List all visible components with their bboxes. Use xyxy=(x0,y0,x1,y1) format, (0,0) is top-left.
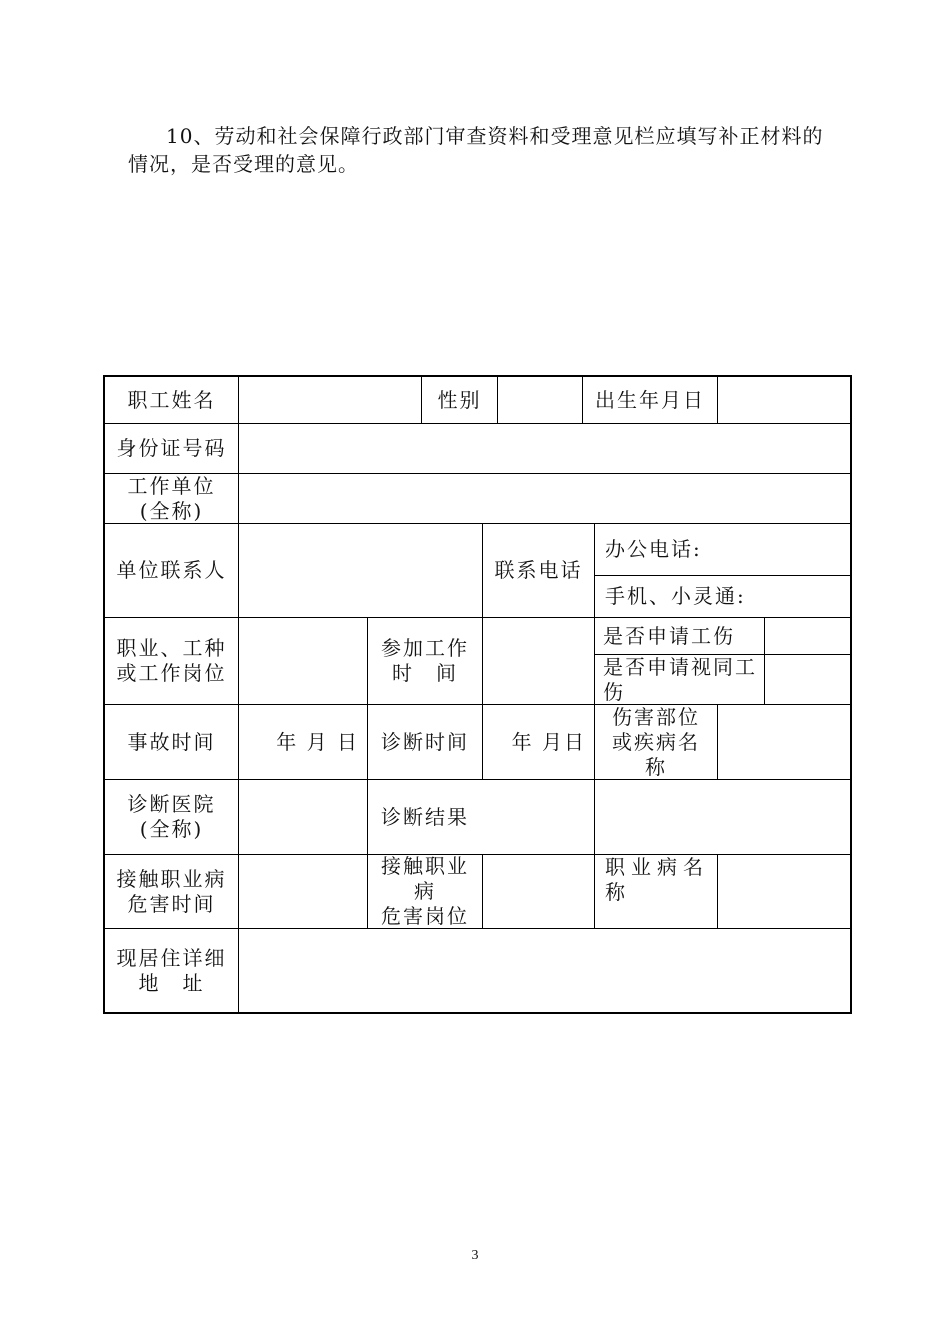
injury-application-form xyxy=(103,375,852,1014)
injury-site-line2: 或疾病名 xyxy=(612,729,700,754)
injury-site-line1: 伤害部位 xyxy=(612,704,700,729)
start-work-label-line1: 参加工作 xyxy=(381,636,469,660)
accident-date-field[interactable]: 年 月 日 xyxy=(276,729,359,754)
employer-label-line2: (全称) xyxy=(139,498,204,523)
diagnosis-result-label: 诊断结果 xyxy=(381,804,469,829)
gender-label: 性别 xyxy=(437,387,482,412)
id-number-field[interactable] xyxy=(239,424,850,473)
employee-name-field[interactable] xyxy=(239,377,421,423)
apply-deemed-injury-label xyxy=(595,655,764,704)
occupation-label-line1: 职业、工种 xyxy=(116,636,227,660)
disease-name-field[interactable] xyxy=(718,855,850,928)
contact-person-field[interactable] xyxy=(239,524,482,617)
birth-date-field[interactable] xyxy=(718,377,850,423)
exposure-post-field[interactable] xyxy=(483,855,594,928)
disease-name-line1: 职业病名 xyxy=(605,855,709,879)
injury-site-field[interactable] xyxy=(718,705,850,779)
birth-date-label: 出生年月日 xyxy=(595,387,705,412)
address-label-line2: 地 址 xyxy=(138,970,205,995)
apply-injury-label: 是否申请工伤 xyxy=(603,623,735,648)
exposure-time-field[interactable] xyxy=(239,855,367,928)
injury-site-label xyxy=(595,705,717,779)
diagnosis-date-field[interactable]: 年 月日 xyxy=(511,729,586,754)
employee-name-label: 职工姓名 xyxy=(127,387,216,412)
page-number: 3 xyxy=(471,1248,479,1263)
exposure-post-line1: 接触职业 xyxy=(381,854,469,878)
hospital-label-line1: 诊断医院 xyxy=(127,792,216,816)
accident-time-label: 事故时间 xyxy=(127,729,216,754)
instruction-text: 10、劳动和社会保障行政部门审查资料和受理意见栏应填写补正材料的情况，是否受理的意见。 xyxy=(128,124,824,176)
hospital-label xyxy=(105,780,238,854)
diagnosis-result-field[interactable] xyxy=(483,780,850,854)
employer-label xyxy=(105,474,238,523)
injury-site-line3: 称 xyxy=(645,754,667,779)
instruction-item-10 xyxy=(128,122,840,178)
occupation-label xyxy=(105,618,238,704)
address-label xyxy=(105,929,238,1012)
exposure-post-label xyxy=(368,855,482,928)
exposure-time-line2: 危害时间 xyxy=(127,891,216,916)
start-work-label xyxy=(368,618,482,704)
contact-phone-label: 联系电话 xyxy=(494,558,583,582)
apply-deemed-injury-field[interactable] xyxy=(765,655,850,704)
apply-deemed-injury-line1: 是否申请视同工 xyxy=(603,655,757,679)
mobile-phone-field[interactable]: 手机、小灵通: xyxy=(605,584,746,608)
address-label-line1: 现居住详细 xyxy=(116,945,227,970)
disease-name-label xyxy=(595,855,717,928)
contact-person-label: 单位联系人 xyxy=(116,558,227,582)
id-number-label: 身份证号码 xyxy=(116,436,227,460)
apply-deemed-injury-line2: 伤 xyxy=(603,680,625,704)
exposure-post-line2: 病 xyxy=(414,879,436,903)
exposure-time-line1: 接触职业病 xyxy=(116,866,227,891)
hospital-field[interactable] xyxy=(239,780,367,854)
address-field[interactable] xyxy=(239,929,850,1012)
occupation-label-line2: 或工作岗位 xyxy=(116,661,227,685)
office-phone-field[interactable]: 办公电话: xyxy=(605,537,702,561)
diagnosis-time-label: 诊断时间 xyxy=(381,729,469,754)
disease-name-line2: 称 xyxy=(605,880,631,904)
gender-field[interactable] xyxy=(498,377,582,423)
employer-label-line1: 工作单位 xyxy=(127,473,216,498)
employer-field[interactable] xyxy=(239,474,850,523)
apply-injury-field[interactable] xyxy=(765,618,850,654)
start-work-label-line2: 时 间 xyxy=(392,661,458,685)
hospital-label-line2: (全称) xyxy=(139,817,204,841)
exposure-time-label xyxy=(105,855,238,928)
exposure-post-line3: 危害岗位 xyxy=(381,904,469,928)
